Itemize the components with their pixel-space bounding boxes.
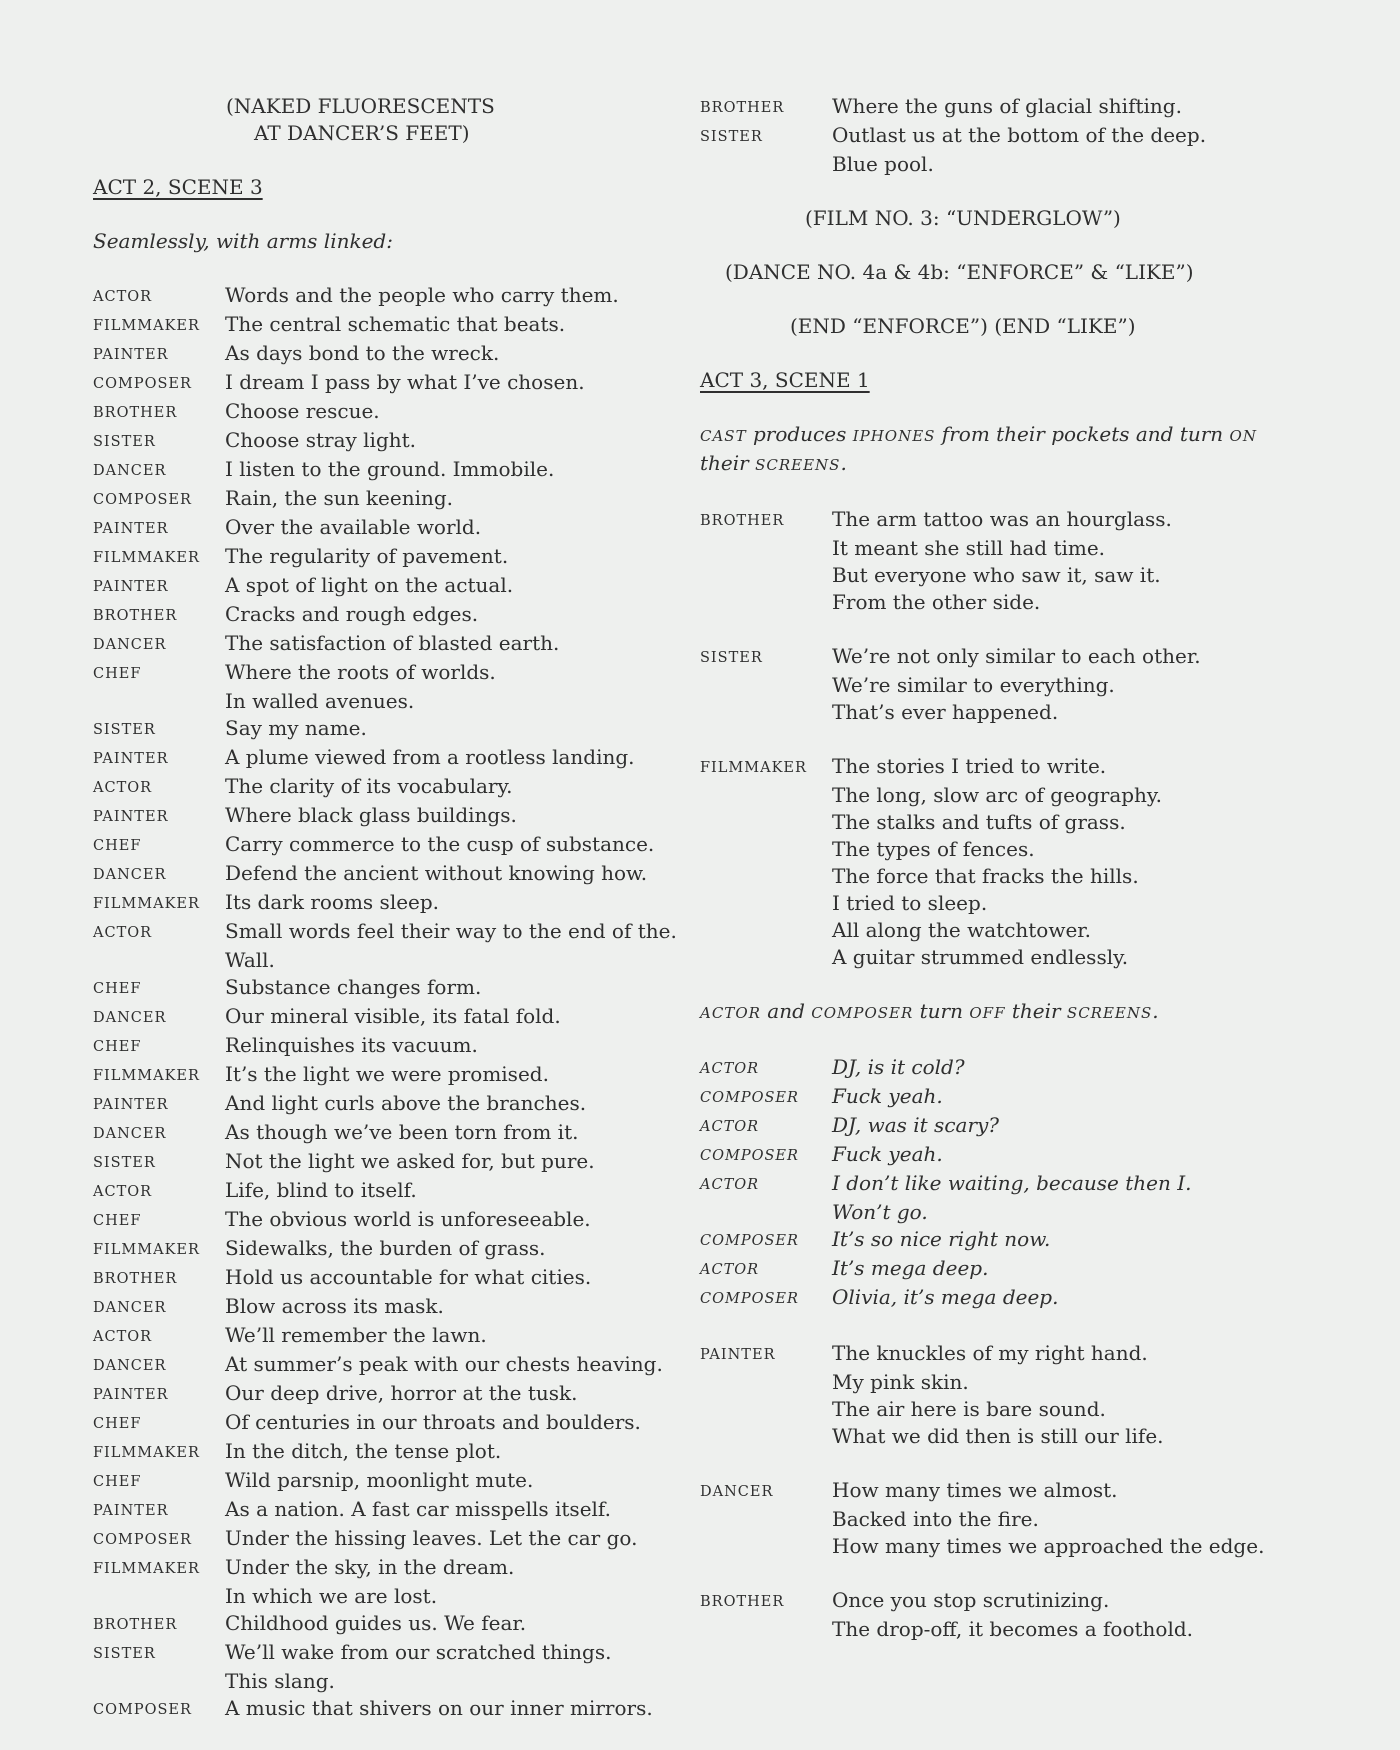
speaker-name: PAINTER [93, 521, 169, 537]
dialogue-line [93, 1322, 648, 1351]
dialogue-line [93, 1003, 648, 1032]
dialogue-line [93, 1467, 648, 1496]
speaker-name: PAINTER [93, 751, 169, 767]
speaker-name: COMPOSER [700, 1148, 799, 1164]
dialogue-line [700, 1199, 1320, 1226]
line-text: Wild parsnip, moonlight mute. [225, 1468, 534, 1492]
line-text: The long, slow arc of geography. [832, 783, 1162, 807]
speaker-name [93, 947, 225, 974]
line-text: Wall. [225, 948, 275, 972]
dialogue-line [700, 1477, 1320, 1506]
speaker-name: COMPOSER [93, 1702, 192, 1718]
speaker-name [93, 1583, 225, 1610]
dialogue-line [93, 398, 648, 427]
dialogue-line [700, 535, 1320, 562]
line-text: The stalks and tufts of grass. [832, 810, 1126, 834]
dialogue-line [93, 974, 648, 1003]
dialogue-line [93, 282, 648, 311]
dialogue-line [93, 1639, 648, 1668]
dialogue-line [93, 485, 648, 514]
dialogue-line [93, 1583, 648, 1610]
dialogue-line [700, 782, 1320, 809]
dialogue-line [93, 630, 648, 659]
dialogue-line [93, 1293, 648, 1322]
line-text: A guitar strummed endlessly. [832, 945, 1129, 969]
dialogue-line [700, 890, 1320, 917]
dialogue-line [93, 715, 648, 744]
stage-direction [700, 998, 1320, 1027]
line-text: Where the roots of worlds. [225, 660, 496, 684]
line-text: A music that shivers on our inner mirrors. [225, 1696, 653, 1720]
dance-cue: (DANCE NO. 4a & 4b: “ENFORCE” & “LIKE”) [725, 260, 1194, 284]
line-text: It’s the light we were promised. [225, 1062, 549, 1086]
speaker-name: CHEF [93, 1474, 142, 1490]
line-text: The knuckles of my right hand. [832, 1341, 1148, 1365]
stage-direction-part: CAST [700, 427, 747, 445]
stage-direction-part: OFF [969, 1004, 1006, 1022]
speaker-name: FILMMAKER [93, 896, 200, 912]
speaker-name: PAINTER [93, 347, 169, 363]
dialogue-line [700, 672, 1320, 699]
speaker-name [700, 535, 832, 562]
line-text: It meant she still had time. [832, 536, 1106, 560]
dialogue-line [700, 1616, 1320, 1643]
dialogue-line [93, 543, 648, 572]
dialogue-line [93, 744, 648, 773]
line-text: Blow across its mask. [225, 1294, 444, 1318]
speaker-name: DANCER [700, 1484, 774, 1500]
line-text: DJ, is it cold? [832, 1055, 965, 1079]
line-text: It’s mega deep. [832, 1256, 989, 1280]
scene-heading: ACT 2, SCENE 3 [93, 175, 263, 199]
stage-direction-part: SCREENS [1066, 1004, 1153, 1022]
speaker-name [93, 1668, 225, 1695]
speaker-name: PAINTER [700, 1347, 776, 1363]
stage-direction-part: ACTOR [700, 1004, 761, 1022]
speaker-name [700, 699, 832, 726]
speaker-name: SISTER [93, 1646, 156, 1662]
dialogue-line [700, 917, 1320, 944]
speaker-name: SISTER [93, 1155, 156, 1171]
speaker-name: FILMMAKER [93, 1068, 200, 1084]
dialogue-line [93, 1409, 648, 1438]
stage-direction-part: their [700, 451, 756, 475]
dialogue-line [93, 1525, 648, 1554]
stage-direction-part: their [1005, 999, 1067, 1023]
line-text: In which we are lost. [225, 1584, 438, 1608]
dialogue-list [93, 282, 677, 1724]
speaker-name [93, 688, 225, 715]
speaker-name: BROTHER [93, 1271, 178, 1287]
line-text: Once you stop scrutinizing. [832, 1588, 1110, 1612]
line-text: What we did then is still our life. [832, 1424, 1164, 1448]
line-text: All along the watchtower. [832, 918, 1092, 942]
speaker-name [700, 944, 832, 971]
line-text: Of centuries in our throats and boulders. [225, 1410, 641, 1434]
dialogue-line [700, 1533, 1320, 1560]
dialogue-line [700, 1083, 1320, 1112]
dialogue-line [93, 369, 648, 398]
left-column [93, 93, 677, 1724]
dialogue-line [93, 1496, 648, 1525]
line-text: My pink skin. [832, 1370, 969, 1394]
dialogue-line [93, 1235, 648, 1264]
line-text: Hold us accountable for what cities. [225, 1265, 592, 1289]
line-text: The stories I tried to write. [832, 754, 1107, 778]
line-text: Where the guns of glacial shifting. [832, 94, 1182, 118]
speaker-name: ACTOR [700, 1262, 760, 1278]
speaker-name: PAINTER [93, 579, 169, 595]
speaker-name: ACTOR [93, 1184, 153, 1200]
line-text: The clarity of its vocabulary. [225, 774, 513, 798]
dialogue-line [93, 1264, 648, 1293]
speaker-name: ACTOR [700, 1119, 760, 1135]
speaker-name: DANCER [93, 1300, 167, 1316]
dialogue-line [93, 1206, 648, 1235]
line-text: Fuck yeah. [832, 1084, 943, 1108]
dialogue-line [93, 1610, 648, 1639]
line-text: But everyone who saw it, saw it. [832, 563, 1161, 587]
line-text: And light curls above the branches. [225, 1091, 587, 1115]
dialogue-line [93, 1668, 648, 1695]
speaker-name [700, 917, 832, 944]
line-text: Life, blind to itself. [225, 1178, 417, 1202]
dialogue-line [700, 699, 1320, 726]
line-text: As though we’ve been torn from it. [225, 1120, 579, 1144]
line-text: We’ll remember the lawn. [225, 1323, 487, 1347]
line-text: Say my name. [225, 716, 367, 740]
speaker-name [700, 1533, 832, 1560]
dialogue-line [93, 1148, 648, 1177]
dialogue-line [93, 802, 648, 831]
line-text: This slang. [225, 1669, 335, 1693]
stage-title-line: (NAKED FLUORESCENTS [226, 94, 495, 118]
speech-block [700, 643, 1320, 726]
line-text: From the other side. [832, 590, 1041, 614]
line-text: Under the hissing leaves. Let the car go. [225, 1526, 638, 1550]
dialogue-line [700, 1112, 1320, 1141]
line-text: We’re similar to everything. [832, 673, 1115, 697]
speaker-name [700, 836, 832, 863]
line-text: Our deep drive, horror at the tusk. [225, 1381, 578, 1405]
line-text: Childhood guides us. We fear. [225, 1611, 527, 1635]
speaker-name: PAINTER [93, 1097, 169, 1113]
line-text: Under the sky, in the dream. [225, 1555, 515, 1579]
speaker-name: SISTER [93, 434, 156, 450]
speaker-name: SISTER [700, 129, 763, 145]
line-text: The satisfaction of blasted earth. [225, 631, 560, 655]
speaker-name: BROTHER [93, 608, 178, 624]
speaker-name: PAINTER [93, 1387, 169, 1403]
line-text: Carry commerce to the cusp of substance. [225, 832, 655, 856]
line-text: Backed into the fire. [832, 1507, 1039, 1531]
line-text: The arm tattoo was an hourglass. [832, 507, 1172, 531]
end-cue: (END “ENFORCE”) (END “LIKE”) [790, 314, 1136, 338]
dialogue-line [93, 1695, 653, 1724]
stage-title [93, 93, 648, 147]
dialogue-list [700, 1054, 1320, 1313]
film-cue: (FILM NO. 3: “UNDERGLOW”) [805, 206, 1121, 230]
speaker-name: PAINTER [93, 1503, 169, 1519]
dialogue-line [700, 944, 1320, 971]
speaker-name: PAINTER [93, 809, 169, 825]
line-text: Choose stray light. [225, 428, 417, 452]
line-text: Words and the people who carry them. [225, 283, 619, 307]
speaker-name: BROTHER [700, 513, 785, 529]
speaker-name: FILMMAKER [93, 1242, 200, 1258]
dialogue-line [93, 1351, 663, 1380]
line-text: It’s so nice right now. [832, 1227, 1051, 1251]
speaker-name [700, 890, 832, 917]
line-text: I listen to the ground. Immobile. [225, 457, 555, 481]
dialogue-line [93, 947, 648, 974]
speaker-name [700, 1396, 832, 1423]
line-text: We’re not only similar to each other. [832, 644, 1201, 668]
line-text: How many times we almost. [832, 1478, 1118, 1502]
line-text: The regularity of pavement. [225, 544, 509, 568]
dialogue-list [700, 93, 1320, 178]
speech-block [700, 1587, 1320, 1643]
dialogue-line [700, 1423, 1320, 1450]
scene-heading: ACT 3, SCENE 1 [700, 368, 870, 392]
line-text: Relinquishes its vacuum. [225, 1033, 478, 1057]
line-text: I tried to sleep. [832, 891, 988, 915]
dialogue-line [700, 1170, 1320, 1199]
speaker-name: DANCER [93, 1358, 167, 1374]
dialogue-line [700, 809, 1320, 836]
speaker-name: DANCER [93, 1010, 167, 1026]
dialogue-line [700, 643, 1320, 672]
line-text: Rain, the sun keening. [225, 486, 454, 510]
dialogue-line [700, 1396, 1320, 1423]
speaker-name: CHEF [93, 838, 142, 854]
line-text: As days bond to the wreck. [225, 341, 500, 365]
stage-title-line: AT DANCER’S FEET) [254, 121, 470, 145]
line-text: Small words feel their way to the end of the. [225, 919, 677, 943]
dialogue-line [700, 562, 1320, 589]
dialogue-line [700, 1054, 1320, 1083]
stage-direction-part: and [760, 999, 812, 1023]
line-text: The drop-off, it becomes a foothold. [832, 1617, 1194, 1641]
line-text: Cracks and rough edges. [225, 602, 479, 626]
dialogue-line [93, 688, 648, 715]
dialogue-line [93, 1380, 648, 1409]
speaker-name: ACTOR [93, 925, 153, 941]
dialogue-line [700, 1255, 1320, 1284]
line-text: Defend the ancient without knowing how. [225, 861, 648, 885]
dialogue-line [700, 122, 1320, 151]
line-text: Where black glass buildings. [225, 803, 517, 827]
line-text: That’s ever happened. [832, 700, 1059, 724]
speaker-name [700, 562, 832, 589]
speaker-name: BROTHER [700, 100, 785, 116]
line-text: A plume viewed from a rootless landing. [225, 745, 635, 769]
line-text: At summer’s peak with our chests heaving. [225, 1352, 663, 1376]
line-text: In the ditch, the tense plot. [225, 1439, 502, 1463]
speaker-name: SISTER [700, 650, 763, 666]
stage-direction-part: IPHONES [852, 427, 936, 445]
speaker-name: COMPOSER [700, 1233, 799, 1249]
speaker-name [700, 151, 832, 178]
speaker-name: ACTOR [93, 289, 153, 305]
dialogue-line [93, 456, 648, 485]
dialogue-line [700, 836, 1320, 863]
line-text: Not the light we asked for, but pure. [225, 1149, 595, 1173]
stage-direction: Seamlessly, with arms linked: [93, 229, 393, 253]
speaker-name [700, 809, 832, 836]
line-text: Its dark rooms sleep. [225, 890, 440, 914]
right-column [700, 93, 1320, 1643]
dialogue-line [700, 1369, 1320, 1396]
line-text: Won’t go. [832, 1200, 928, 1224]
speaker-name: FILMMAKER [93, 550, 200, 566]
line-text: The types of fences. [832, 837, 1035, 861]
line-text: The force that fracks the hills. [832, 864, 1139, 888]
line-text: Substance changes form. [225, 975, 482, 999]
dialogue-line [93, 340, 648, 369]
dialogue-line [93, 311, 648, 340]
speaker-name [700, 863, 832, 890]
dialogue-line [700, 1141, 1320, 1170]
stage-direction-part: ON [1229, 427, 1257, 445]
speaker-name: COMPOSER [700, 1291, 799, 1307]
line-text: We’ll wake from our scratched things. [225, 1640, 612, 1664]
speech-block [700, 1340, 1320, 1450]
speech-block [700, 506, 1320, 616]
line-text: Over the available world. [225, 515, 482, 539]
speaker-name: CHEF [93, 981, 142, 997]
dialogue-line [700, 93, 1320, 122]
speaker-name: FILMMAKER [93, 318, 200, 334]
line-text: A spot of light on the actual. [225, 573, 514, 597]
dialogue-line [93, 773, 648, 802]
line-text: The obvious world is unforeseeable. [225, 1207, 591, 1231]
line-text: Olivia, it’s mega deep. [832, 1285, 1059, 1309]
dialogue-line [93, 1554, 648, 1583]
speaker-name: SISTER [93, 722, 156, 738]
line-text: Our mineral visible, its fatal fold. [225, 1004, 561, 1028]
dialogue-line [93, 1090, 648, 1119]
speaker-name: ACTOR [700, 1177, 760, 1193]
dialogue-line [93, 1438, 648, 1467]
speaker-name: COMPOSER [93, 376, 192, 392]
speaker-name [700, 589, 832, 616]
dialogue-line [93, 1061, 648, 1090]
speaker-name: ACTOR [700, 1061, 760, 1077]
stage-direction-part: . [840, 451, 847, 475]
line-text: I don’t like waiting, because then I. [832, 1171, 1192, 1195]
stage-direction-part: turn [913, 999, 970, 1023]
dialogue-line [700, 1284, 1320, 1313]
speaker-name [700, 1423, 832, 1450]
speaker-name: CHEF [93, 666, 142, 682]
dialogue-line [700, 1587, 1320, 1616]
dialogue-line [700, 1506, 1320, 1533]
dialogue-line [93, 860, 648, 889]
dialogue-line [700, 863, 1320, 890]
speaker-name: CHEF [93, 1039, 142, 1055]
dialogue-line [700, 589, 1320, 616]
speaker-name: COMPOSER [93, 492, 192, 508]
dialogue-line [93, 1119, 648, 1148]
stage-direction-part: . [1152, 999, 1159, 1023]
line-text: How many times we approached the edge. [832, 1534, 1265, 1558]
line-text: Outlast us at the bottom of the deep. [832, 123, 1207, 147]
dialogue-line [93, 1032, 648, 1061]
speaker-name: CHEF [93, 1416, 142, 1432]
line-text: As a nation. A fast car misspells itself. [225, 1497, 611, 1521]
stage-direction-part: produces [746, 422, 853, 446]
line-text: Sidewalks, the burden of grass. [225, 1236, 546, 1260]
speaker-name: CHEF [93, 1213, 142, 1229]
line-text: In walled avenues. [225, 689, 415, 713]
speaker-name: BROTHER [700, 1594, 785, 1610]
line-text: The central schematic that beats. [225, 312, 566, 336]
line-text: Choose rescue. [225, 399, 380, 423]
speaker-name: DANCER [93, 867, 167, 883]
stage-direction-part: COMPOSER [811, 1004, 914, 1022]
speaker-name: BROTHER [93, 405, 178, 421]
speaker-name: FILMMAKER [93, 1561, 200, 1577]
speaker-name: DANCER [93, 1126, 167, 1142]
dialogue-line [93, 831, 655, 860]
dialogue-line [93, 572, 648, 601]
speaker-name: FILMMAKER [700, 760, 807, 776]
dialogue-line [93, 514, 648, 543]
speaker-name [700, 672, 832, 699]
dialogue-line [93, 659, 648, 688]
line-text: Fuck yeah. [832, 1142, 943, 1166]
speaker-name [700, 1506, 832, 1533]
speaker-name: FILMMAKER [93, 1445, 200, 1461]
dialogue-line [93, 601, 648, 630]
speaker-name: COMPOSER [93, 1532, 192, 1548]
speaker-name: COMPOSER [700, 1090, 799, 1106]
speaker-name [700, 1616, 832, 1643]
dialogue-line [93, 889, 648, 918]
speech-block [700, 1477, 1320, 1560]
speaker-name: ACTOR [93, 780, 153, 796]
line-text: The air here is bare sound. [832, 1397, 1106, 1421]
speaker-name: ACTOR [93, 1329, 153, 1345]
stage-direction-part: SCREENS [755, 456, 841, 474]
dialogue-line [700, 753, 1320, 782]
dialogue-line [700, 1226, 1320, 1255]
speaker-name [700, 1199, 832, 1226]
stage-direction [700, 421, 1320, 479]
dialogue-line [700, 151, 1320, 178]
line-text: DJ, was it scary? [832, 1113, 1000, 1137]
speaker-name [700, 1369, 832, 1396]
dialogue-line [700, 1340, 1320, 1369]
line-text: I dream I pass by what I’ve chosen. [225, 370, 585, 394]
line-text: Blue pool. [832, 152, 934, 176]
dialogue-line [93, 918, 677, 947]
speech-block [700, 753, 1320, 971]
stage-direction-part: from their pockets and turn [935, 422, 1230, 446]
dialogue-line [93, 427, 648, 456]
dialogue-line [700, 506, 1320, 535]
dialogue-line [93, 1177, 648, 1206]
speaker-name [700, 782, 832, 809]
speaker-name: DANCER [93, 463, 167, 479]
speaker-name: BROTHER [93, 1617, 178, 1633]
speaker-name: DANCER [93, 637, 167, 653]
